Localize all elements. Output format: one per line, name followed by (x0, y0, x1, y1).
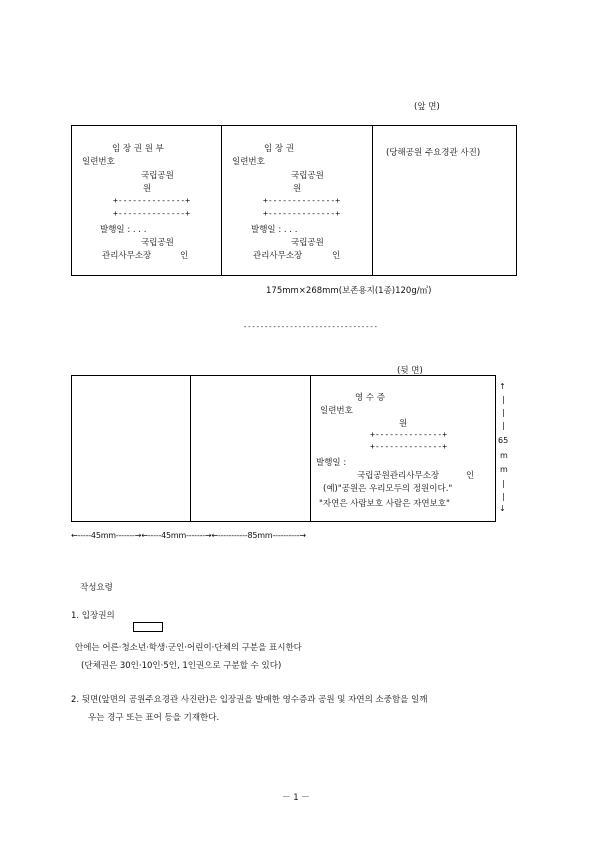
front-divider-1 (221, 125, 222, 276)
back-label: (뒷 면) (397, 366, 423, 376)
guide-item-1-line-2: (단체권은 30인·10인·5인, 1인권으로 구분할 수 있다) (81, 661, 282, 671)
ticket-serial-label: 일련번호 (232, 157, 265, 167)
ticket-box-line-top: +--------------+ (263, 196, 341, 205)
stub-title: 임 장 권 원 부 (112, 144, 164, 154)
height-dim-arrow-down: ↓ (499, 504, 506, 513)
guide-item-1-label: 1. 입장권의 (71, 611, 115, 621)
ticket-type-box (133, 622, 163, 632)
stub-box-line-top: +--------------+ (113, 196, 191, 205)
height-dim-unit: m (500, 465, 508, 474)
ticket-park-name: 국립공원 (291, 238, 324, 248)
ticket-office: 관리사무소장 (253, 251, 303, 261)
stub-park-label: 국립공원 (141, 171, 174, 181)
stub-issue-date: 발행일 : . . . (100, 225, 147, 235)
ticket-title: 임 장 권 (264, 144, 295, 154)
receipt-won-label: 원 (399, 419, 408, 429)
ticket-issue-date: 발행일 : . . . (251, 225, 298, 235)
receipt-slogan-example-1: (예)"공원은 우리모두의 정원이다." (323, 484, 453, 494)
receipt-box-line-bottom: +--------------+ (370, 442, 448, 451)
front-divider-2 (372, 125, 373, 276)
photo-placeholder-label: (당해공원 주요경관 사진) (386, 148, 481, 158)
height-dim-unit: m (500, 451, 508, 460)
stub-seal: 인 (180, 251, 189, 261)
guide-heading: 작성요령 (80, 583, 113, 593)
height-dim-bar: | (502, 421, 505, 430)
receipt-seal: 인 (466, 471, 475, 481)
receipt-issue-date: 발행일 : (316, 458, 347, 468)
ticket-park-label: 국립공원 (291, 171, 324, 181)
ticket-seal: 인 (332, 251, 341, 261)
height-dim-value: 65 (498, 436, 509, 445)
stub-won-label: 원 (143, 184, 152, 194)
receipt-serial-label: 일련번호 (320, 406, 353, 416)
receipt-slogan-example-2: "자연은 사람보호 사람은 자연보호" (319, 499, 450, 509)
stub-park-name: 국립공원 (141, 238, 174, 248)
receipt-title: 영 수 증 (355, 393, 386, 403)
ticket-box-line-bottom: +--------------+ (263, 209, 341, 218)
back-divider-1 (190, 375, 191, 522)
stub-office: 관리사무소장 (102, 251, 152, 261)
stub-box-line-bottom: +--------------+ (113, 209, 191, 218)
height-dim-bar: | (502, 479, 505, 488)
front-label: (앞 면) (414, 102, 440, 112)
receipt-office: 국립공원관리사무소장 (357, 471, 440, 481)
height-dim-bar: | (502, 408, 505, 417)
guide-item-1-line-1: 안에는 어른·청소년·학생·군인·어린이·단체의 구분을 표시한다 (75, 643, 302, 653)
width-dimension: ←-----45mm-------→←-----45mm-------→←-----------85mm----------→ (71, 531, 306, 540)
page-number: － 1 － (282, 793, 310, 803)
height-dim-arrow-up: ↑ (499, 382, 506, 391)
stub-serial-label: 일련번호 (82, 157, 115, 167)
guide-item-2-line-1: 2. 뒷면(앞면의 공원주요경관 사진란)은 입장권을 발매한 영수증과 공원 및 자연의 소중함을 일깨 (71, 695, 428, 705)
height-dim-bar: | (502, 492, 505, 501)
receipt-box-line-top: +--------------+ (370, 430, 448, 439)
size-note: 175mm×268mm(보존용지(1종)120g/㎡) (266, 286, 432, 296)
height-dim-bar: | (502, 395, 505, 404)
ticket-won-label: 원 (293, 184, 302, 194)
section-divider: -------------------------------- (243, 323, 378, 331)
guide-item-2-line-2: 우는 경구 또는 표어 등을 기재한다. (88, 713, 220, 723)
back-divider-2 (310, 375, 311, 522)
